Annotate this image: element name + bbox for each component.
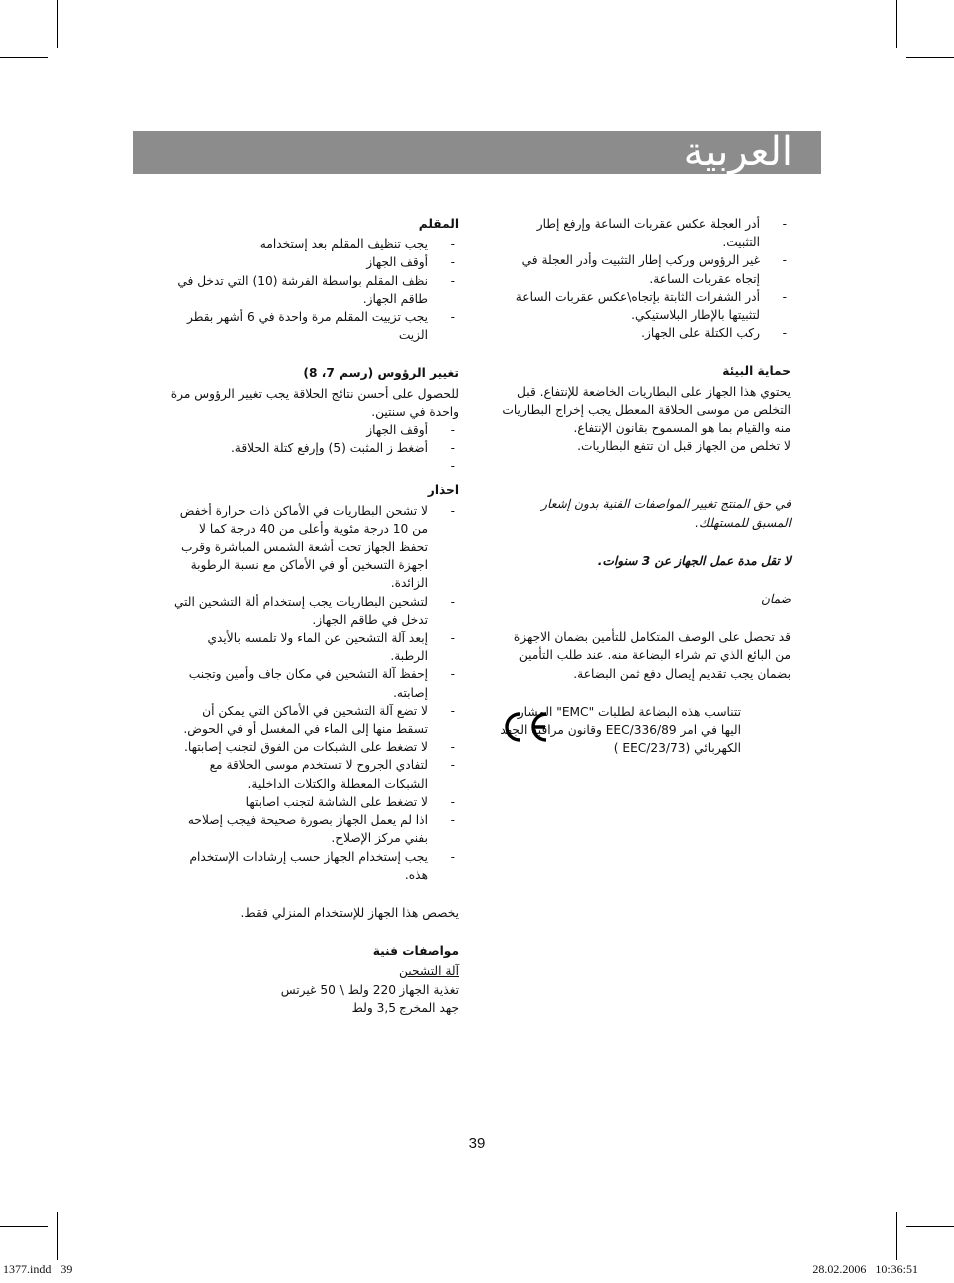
ce-letter-c [507,714,520,740]
list-item-text: إبعد آلة التشحين عن الماء ولا تلمسه بالأيدي الرطبة. [207,631,428,664]
list-item [500,251,791,287]
dash-bullet: - [782,217,787,231]
paragraph: يخصص هذا الجهاز للإستخدام المنزلي فقط. [240,905,459,920]
list-item-text: أوقف الجهاز [366,255,428,270]
slug-timestamp: 28.02.2006 10:36:51 [812,1262,918,1276]
paragraph: يحتوي هذا الجهاز على البطاريات الخاضعة للإنتفاع. قبل التخلص من موسى الحلاقة المعطل يجب إخراج البطاريات منه والقيام بما هو المسموح بقانون الإنتفاع. [502,384,791,436]
left-column [165,215,459,1017]
compliance-text: تتناسب هذه البضاعة لطلبات "EMC" المشار اليها في امر EEC/336/89 وقانون مراقبة الجهد الكهربائي (EEC/23/73 ) [500,704,741,756]
list-item-text: لتشحين البطاريات يجب إستخدام ألة التشحين التي تدخل في طاقم الجهاز. [173,594,428,627]
dash-bullet: - [450,237,455,252]
dash-bullet: - [450,631,455,646]
spacer [500,570,791,590]
page-number: 39 [468,1135,486,1152]
crop-mark [0,57,48,58]
spacer [500,342,791,362]
dash-bullet: - [450,849,455,864]
list-item-text: إحفظ آلة التشحين في مكان جاف وأمين وتجنب إصابته. [188,667,428,700]
section-heading: المقلم [418,217,459,231]
section-banner [133,131,821,174]
dash-bullet: - [450,740,455,755]
dash-bullet: - [450,503,455,518]
list-item-text: لا تشحن البطاريات في الأماكن ذات حرارة أخفض من 10 درجة مئوية وأعلى من 40 درجة كما لا تحفظ الجهاز تحت أشعة الشمس المباشرة وقرب اجهزة التسخين أو في الأماكن مع نسبة الرطوبة الزائدة. [179,503,428,591]
dash-bullet: - [450,813,455,828]
list-item-text: أوقف الجهاز [366,423,428,438]
bullet-list [500,215,791,342]
list-item-text: لا تضع آلة التشحين في الأماكن التي يمكن أن تسقط منها إلى الماء في المغسل أو في الحوض. [183,703,428,737]
spacer [165,457,459,481]
list-item [165,756,459,792]
list-item [165,272,459,308]
list-item-text: أدر العجلة عكس عقربات الساعة وإرفع إطار التثبيت. [536,217,760,250]
crop-mark [896,1212,897,1260]
spec-value: 3,5 ولط [351,1000,396,1015]
dash-bullet: - [450,594,455,609]
dash-bullet: - [450,273,455,288]
spacer [500,608,791,628]
dash-bullet: - [450,758,455,773]
lifetime-note: لا تقل مدة عمل الجهاز عن 3 سنوات. [597,553,791,568]
dash-bullet: - [782,289,787,304]
dash-bullet: - [450,794,455,809]
spacer [165,922,459,942]
crop-mark [906,1226,954,1227]
spec-subtitle [165,962,459,980]
list-item [165,253,459,271]
right-column [500,215,791,757]
crop-mark [906,57,954,58]
spec-row [165,981,459,999]
bullet-list [165,235,459,344]
list-item [165,629,459,665]
list-item-text: أدر الشفرات الثابتة بإتجاه\عكس عقربات الساعة لتثبيتها بالإطار البلاستيكي. [515,289,760,323]
paragraph: قد تحصل على الوصف المتكامل للتأمين بضمان الاجهزة من البائع الذي تم شراء البضاعة منه. عند طلب التأمين بضمان يجب تقديم إيصال دفع ثمن البضاعة. [513,630,791,681]
spec-subtitle-text: آلة التشحين [399,964,459,979]
list-item [165,848,459,884]
ce-letter-e [533,714,546,740]
section-heading: احذار [427,483,459,498]
list-item [165,665,459,701]
crop-mark [57,0,58,48]
dash-bullet: - [450,423,455,438]
spacer [500,475,791,495]
dash-bullet: - [450,255,455,270]
list-item [165,235,459,253]
list-item [500,324,791,342]
spec-key: جهد المخرج [398,1000,459,1015]
list-item [165,593,459,629]
list-item-text: لتفادي الجروح لا تستخدم موسى الحلاقة مع الشبكات المعطلة والكتلات الداخلية. [209,758,428,791]
list-item [165,421,459,439]
section-heading: مواصفات فنية [372,944,459,959]
spacer [500,532,791,552]
paragraph: للحصول على أحسن نتائج الحلاقة يجب تغيير الرؤوس مرة واحدة في سنتين. [170,386,459,419]
list-item-text: يجب تنظيف المقلم بعد إستخدامه [259,237,428,252]
list-item [165,811,459,847]
slug-filename: 1377.indd 39 [3,1262,73,1276]
dash-bullet: - [782,326,787,341]
crop-mark [0,1226,48,1227]
dash-bullet: - [450,310,455,325]
list-item-text: يجب إستخدام الجهاز حسب إرشادات الإستخدام هذه. [189,849,428,882]
list-item [165,793,459,811]
crop-mark [57,1212,58,1260]
ce-mark-icon [500,709,550,745]
bullet-list [165,421,459,474]
dash-bullet: - [450,459,455,474]
list-item [165,439,459,457]
spec-value: 220 ولط \ 50 غيرتس [280,982,396,997]
section-title: العربية [683,129,793,175]
list-item [165,502,459,593]
section-heading: تغيير الرؤوس (رسم 7، 8) [303,366,459,381]
bullet-list [165,502,459,884]
dash-bullet: - [782,253,787,268]
list-item [165,702,459,738]
spec-key: تغذية الجهاز [399,982,459,997]
list-item-text: لا تضغط على الشاشة لتجنب اصابتها [245,794,428,809]
dash-bullet: - [450,441,455,456]
spacer [165,344,459,364]
italic-note: في حق المنتج تغيير المواصفات الفنية بدون إشعار المسبق للمستهلك. [541,497,791,530]
list-item-text: اذا لم يعمل الجهاز بصورة صحيحة فيجب إصلاحه بفني مركز الإصلاح. [187,813,428,846]
spacer [500,683,791,703]
dash-bullet: - [450,667,455,682]
italic-note: ضمان [760,592,791,607]
section-heading: حماية البيئة [722,364,791,379]
list-item [165,308,459,344]
crop-mark [896,0,897,48]
spacer [500,455,791,475]
list-item-text: نظف المقلم بواسطة الفرشة (10) التي تدخل في طاقم الجهاز. [177,273,428,306]
dash-bullet: - [450,703,455,718]
list-item-text: أضغط ز المثبت (5) وإرفع كتلة الحلاقة. [230,441,428,456]
list-item [165,738,459,756]
spec-row [165,999,459,1017]
list-item [500,288,791,324]
list-item [500,215,791,251]
ce-compliance [500,703,791,758]
paragraph: لا تخلص من الجهاز قبل ان تتفع البطاريات. [577,439,791,454]
list-item-text: يجب تزييت المقلم مرة واحدة في 6 أشهر بقطر الزيت [186,310,428,343]
list-item-text: لا تضغط على الشبكات من الفوق لتجنب إصابتها. [184,740,428,755]
list-item-text: ركب الكتلة على الجهاز. [641,326,760,341]
spacer [165,884,459,904]
list-item-text: غير الرؤوس وركب إطار التثبيت وأدر العجلة في إتجاه عقربات الساعة. [521,253,760,286]
